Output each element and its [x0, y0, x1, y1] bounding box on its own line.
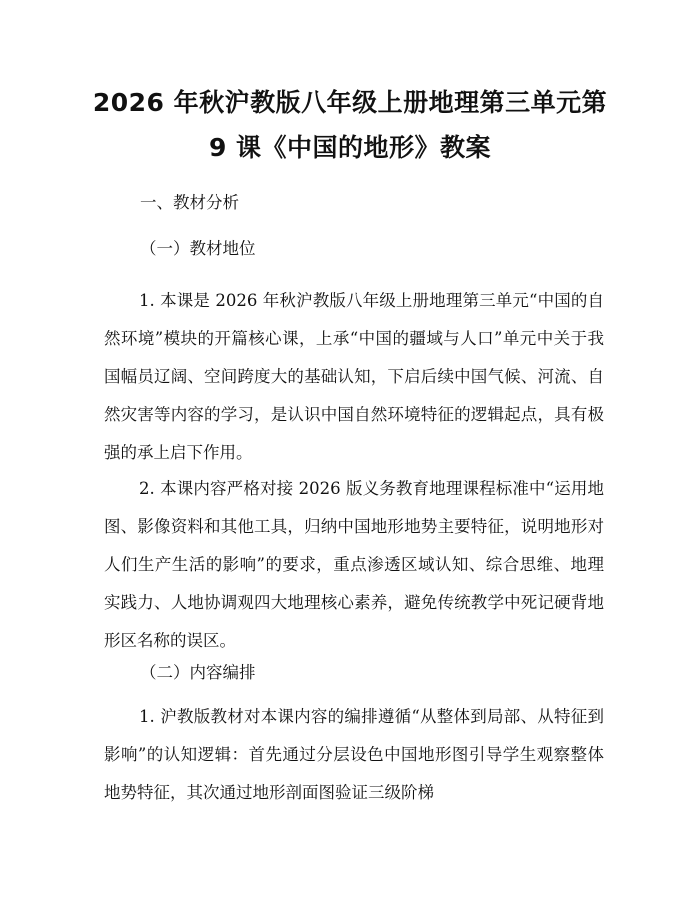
section-heading-textbook-analysis: 一、教材分析 [140, 193, 239, 212]
paragraph-position-2: 2. 本课内容严格对接 2026 版义务教育地理课程标准中“运用地图、影像资料和其他工具，归纳中国地形地势主要特征，说明地形对人们生产生活的影响”的要求，重点渗透区域认知、综合思维、地理实践力、人地协调观四大地理核心素养，避免传统教学中死记硬背地形区名称的误区。 [104, 479, 604, 650]
paragraph-position-1: 1. 本课是 2026 年秋沪教版八年级上册地理第三单元“中国的自然环境”模块的开篇核心课，上承“中国的疆域与人口”单元中关于我国幅员辽阔、空间跨度大的基础认知，下启后续中国气候、河流、自然灾害等内容的学习，是认识中国自然环境特征的逻辑起点，具有极强的承上启下作用。 [104, 291, 604, 462]
document-title-line-2: 9 课《中国的地形》教案 [208, 133, 492, 162]
subsection-heading-textbook-position: （一）教材地位 [140, 239, 256, 258]
paragraph-arrangement-1: 1. 沪教版教材对本课内容的编排遵循“从整体到局部、从特征到影响”的认知逻辑：首先通过分层设色中国地形图引导学生观察整体地势特征，其次通过地形剖面图验证三级阶梯 [104, 707, 604, 802]
document-title-line-1: 2026 年秋沪教版八年级上册地理第三单元第 [92, 88, 608, 117]
subsection-heading-content-arrangement: （二）内容编排 [140, 663, 256, 682]
